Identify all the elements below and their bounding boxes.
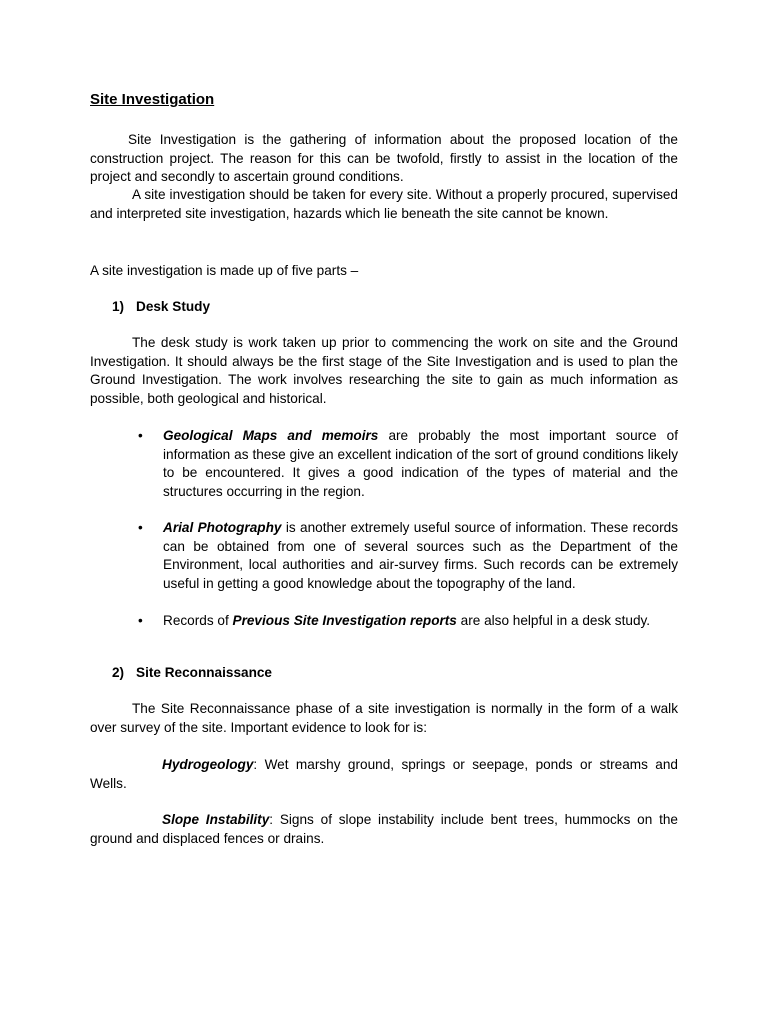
intro-paragraph-2: A site investigation should be taken for every site. Without a properly procured, supervised and interpreted site investigation, hazards which lie beneath the site cannot be known. <box>90 187 678 221</box>
evidence-term: Slope Instability <box>162 812 270 827</box>
desk-study-paragraph: The desk study is work taken up prior to commencing the work on site and the Ground Investigation. It should always be the first stage of the Site Investigation and is used to plan the Ground Investigation. The work involves researching the site to gain as much information as possible, both geological and historical. <box>90 335 678 406</box>
evidence-text: : Wet marshy ground, springs or seepage, ponds or streams and Wells. <box>90 757 678 791</box>
evidence-item-slope-instability <box>90 811 678 848</box>
evidence-item-hydrogeology <box>90 756 678 793</box>
section-number: 1) <box>112 299 125 314</box>
bullet-text <box>163 427 678 501</box>
section-title: Desk Study <box>136 299 211 314</box>
bullet-prefix: Records of <box>163 613 233 628</box>
bullet-rest: are probably the most important source of information as these give an excellent indication of the sort of ground conditions likely to be encountered. It gives a good indication of the types of material and the structures occurring in the region. <box>163 428 679 499</box>
parts-intro: A site investigation is made up of five parts – <box>90 263 359 278</box>
site-reconnaissance-paragraph: The Site Reconnaissance phase of a site investigation is normally in the form of a walk over survey of the site. Important evidence to look for is: <box>90 701 678 735</box>
bullet-text <box>163 519 678 593</box>
bullet-rest: is another extremely useful source of information. These records can be obtained from one of several sources such as the Department of the Environment, local authorities and air-survey firms. Such records can be extremely useful in getting a good knowledge about the topography of the land. <box>163 520 678 591</box>
bullet-emphasis: Arial Photography <box>163 520 282 535</box>
evidence-text: : Signs of slope instability include bent trees, hummocks on the ground and displaced fences or drains. <box>90 812 678 846</box>
section-title: Site Reconnaissance <box>136 665 272 680</box>
bullet-icon: • <box>138 428 143 443</box>
bullet-icon: • <box>138 520 143 535</box>
page-title: Site Investigation <box>90 91 215 108</box>
section-heading-desk-study <box>112 298 210 317</box>
bullet-emphasis: Previous Site Investigation reports <box>232 613 457 628</box>
bullet-rest: are also helpful in a desk study. <box>456 613 651 628</box>
section-heading-site-reconnaissance <box>112 664 272 683</box>
evidence-term: Hydrogeology <box>162 757 254 772</box>
bullet-text <box>163 612 678 631</box>
bullet-emphasis: Geological Maps and memoirs <box>163 428 379 443</box>
bullet-icon: • <box>138 613 143 628</box>
intro-paragraph-1: Site Investigation is the gathering of information about the proposed location of the construction project. The reason for this can be twofold, firstly to assist in the location of the project and secondly to ascertain ground conditions. <box>90 132 678 184</box>
section-number: 2) <box>112 665 125 680</box>
